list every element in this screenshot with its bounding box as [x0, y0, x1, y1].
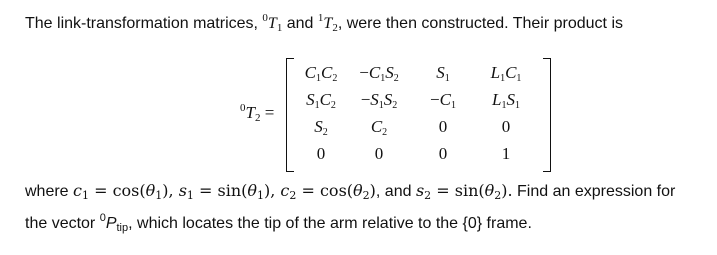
matrix-cell: 0 [438, 116, 448, 136]
definitions-sentence: where $c_1 = \cos(\theta_1)$, $s_1 = \sin(\theta_1)$, $c_2 = \cos(\theta_2)$, and $s_2 = \sin(\theta_2)$. Find an expression for [25, 181, 676, 202]
matrix-cell: 1 [501, 143, 511, 163]
left-bracket [286, 58, 294, 172]
matrix-cell: $L_1S_1$ [492, 89, 520, 111]
matrix-row [296, 113, 538, 140]
intro-sentence [25, 14, 623, 34]
matrix-1T2: $^1T_2$ [317, 12, 338, 34]
find-expression-text: Find an expression for [512, 183, 676, 200]
matrix-cell: $S_1$ [436, 62, 450, 84]
def-c2: $c_2 = \cos(\theta_2)$ [280, 181, 376, 202]
matrix-row [296, 86, 538, 113]
matrix-cell: $L_1C_1$ [490, 62, 522, 84]
matrix-cell: $S_2$ [314, 116, 328, 138]
matrix-cell: 0 [316, 143, 326, 163]
def-s1: $s_1 = \sin(\theta_1)$ [178, 181, 271, 202]
intro-text-before: The link-transformation matrices, [25, 15, 263, 32]
intro-text-after: , were then constructed. Their product is [337, 15, 623, 32]
matrix-cell: $-C_1S_2$ [359, 62, 399, 84]
vector-0Ptip: $^0P_{tip}$ [99, 212, 129, 234]
matrix-cell: $S_1C_2$ [306, 89, 336, 111]
right-bracket [543, 58, 551, 172]
matrix-cell: 0 [501, 116, 511, 136]
matrix-cell: $C_1C_2$ [304, 62, 338, 84]
matrix-cell: 0 [374, 143, 384, 163]
intro-and: and [282, 15, 318, 32]
def-s2: $s_2 = \sin(\theta_2)$. [415, 181, 513, 202]
matrix-0T1: $^0T_1$ [262, 12, 283, 34]
matrix-cell: $-S_1S_2$ [360, 89, 398, 111]
matrix-row [296, 59, 538, 86]
matrix-equation [240, 58, 560, 170]
matrix-cell: 0 [438, 143, 448, 163]
transform-matrix [296, 59, 538, 167]
matrix-cell: $-C_1$ [430, 89, 456, 111]
matrix-cell: $C_2$ [370, 116, 388, 138]
matrix-row [296, 140, 538, 167]
vector-sentence: the vector $^0P_{tip}$, which locates the tip of the arm relative to the {0} frame. [25, 212, 532, 234]
matrix-lhs: $^0T_2$ = [240, 102, 275, 124]
def-c1: $c_1 = \cos(\theta_1)$ [73, 181, 169, 202]
